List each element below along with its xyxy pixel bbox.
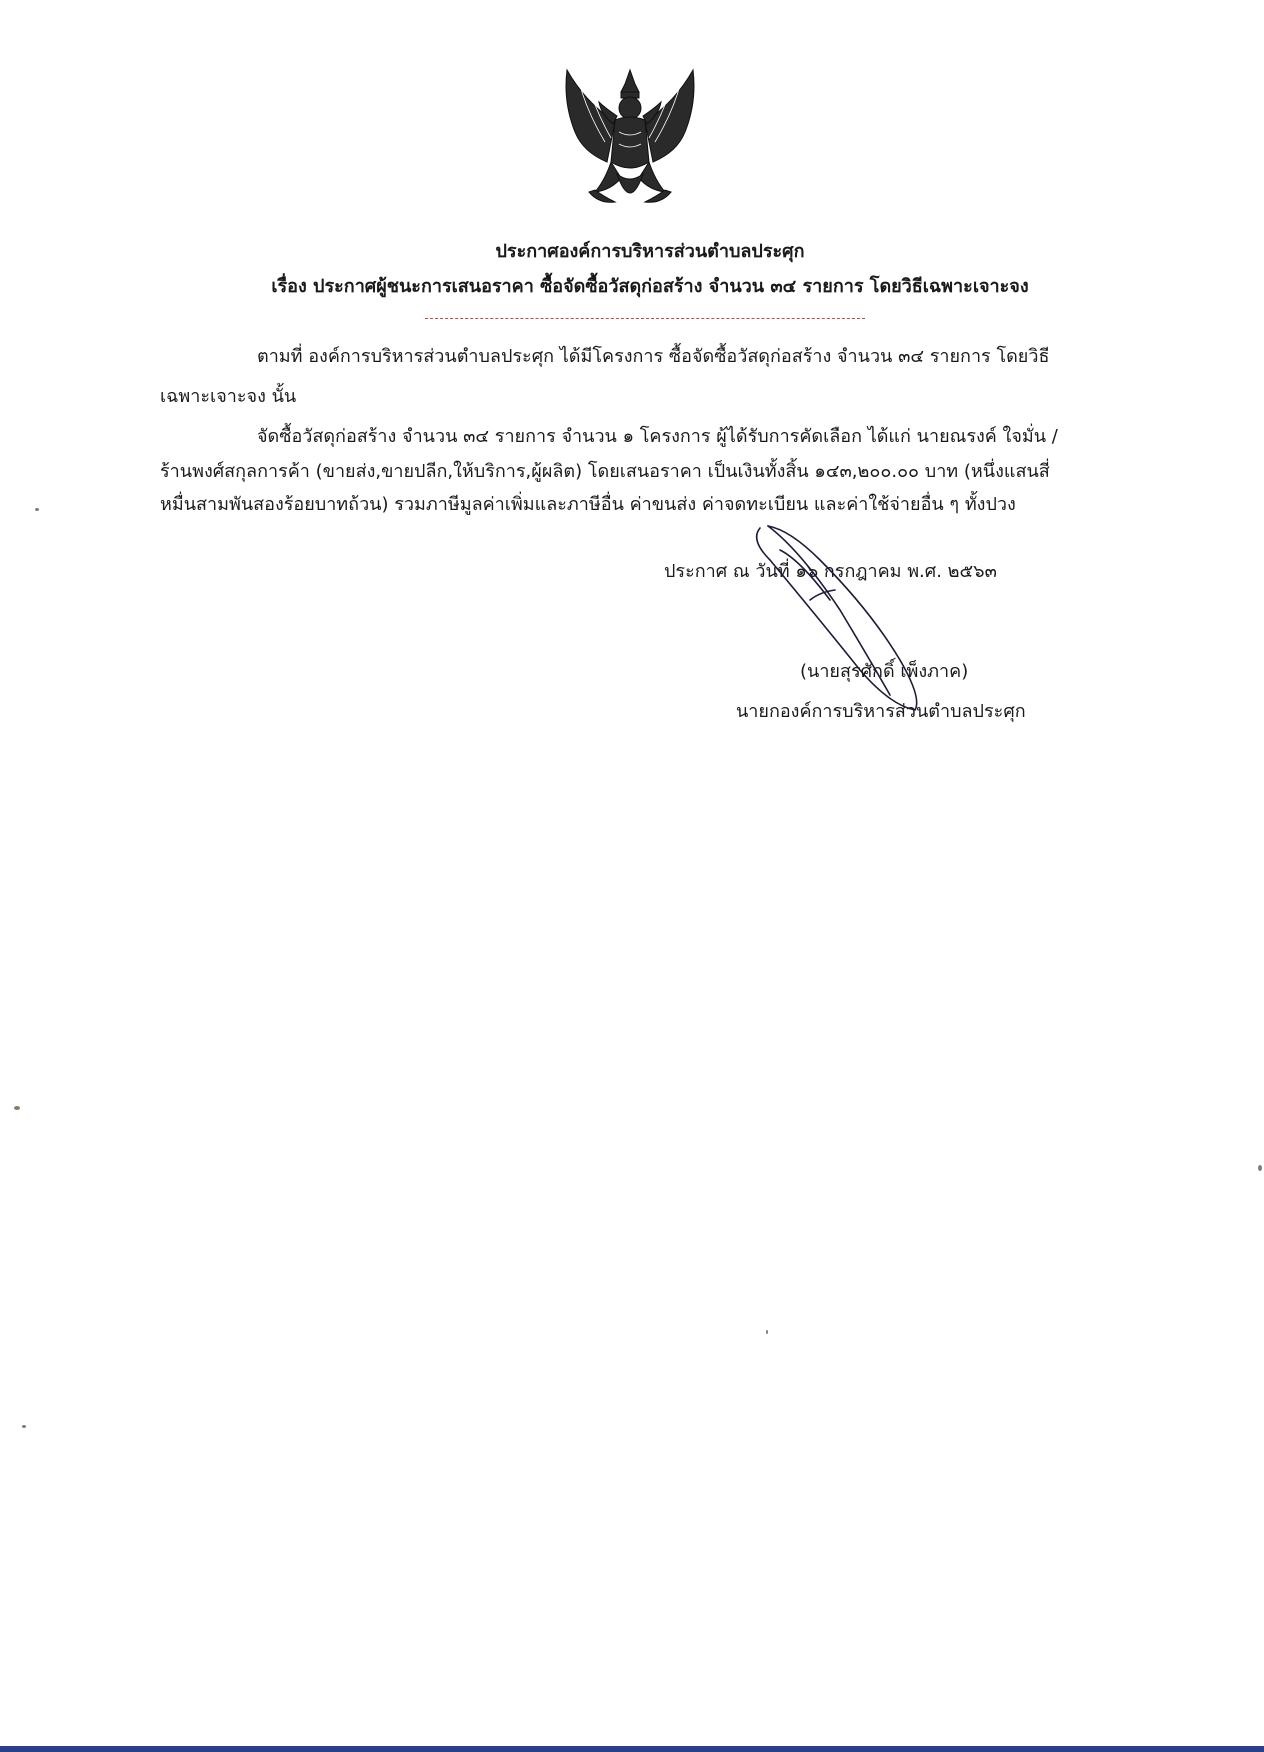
garuda-emblem-icon <box>555 62 705 227</box>
announcement-subject: เรื่อง ประกาศผู้ชนะการเสนอราคา ซื้อจัดซื้อวัสดุก่อสร้าง จำนวน ๓๔ รายการ โดยวิธีเฉพาะเจาะจง <box>271 276 1029 297</box>
announcement-date: ประกาศ ณ วันที่ ๑๖ กรกฎาคม พ.ศ. ๒๕๖๓ <box>664 561 997 582</box>
separator-line <box>425 318 865 319</box>
signer-position: นายกองค์การบริหารส่วนตำบลประศุก <box>736 701 1026 722</box>
body-line-1: ตามที่ องค์การบริหารส่วนตำบลประศุก ได้มีโครงการ ซื้อจัดซื้อวัสดุก่อสร้าง จำนวน ๓๔ รายการ โดยวิธี <box>257 346 1050 367</box>
scan-speck <box>766 1330 768 1334</box>
scan-speck <box>1258 1165 1262 1171</box>
body-line-5: หมื่นสามพันสองร้อยบาทถ้วน) รวมภาษีมูลค่าเพิ่มและภาษีอื่น ค่าขนส่ง ค่าจดทะเบียน และค่าใช้จ่ายอื่น ๆ ทั้งปวง <box>160 494 1016 515</box>
handwritten-signature-icon <box>740 520 960 720</box>
signer-name: (นายสุรศักดิ์ เพ็งภาค) <box>800 661 969 682</box>
scan-speck <box>22 1425 26 1428</box>
announcement-title: ประกาศองค์การบริหารส่วนตำบลประศุก <box>495 241 805 262</box>
scan-speck <box>14 1106 20 1110</box>
body-line-3: จัดซื้อวัสดุก่อสร้าง จำนวน ๓๔ รายการ จำนวน ๑ โครงการ ผู้ได้รับการคัดเลือก ได้แก่ นายณรงค์ ใจมั่น / <box>257 426 1058 447</box>
scan-speck <box>35 508 39 511</box>
body-line-4: ร้านพงศ์สกุลการค้า (ขายส่ง,ขายปลีก,ให้บริการ,ผู้ผลิต) โดยเสนอราคา เป็นเงินทั้งสิ้น ๑๔๓,๒๐๐.๐๐ บาท (หนึ่งแสนสี่ <box>160 461 1050 482</box>
scan-edge-band <box>0 1746 1264 1752</box>
body-line-2: เฉพาะเจาะจง นั้น <box>160 386 297 407</box>
